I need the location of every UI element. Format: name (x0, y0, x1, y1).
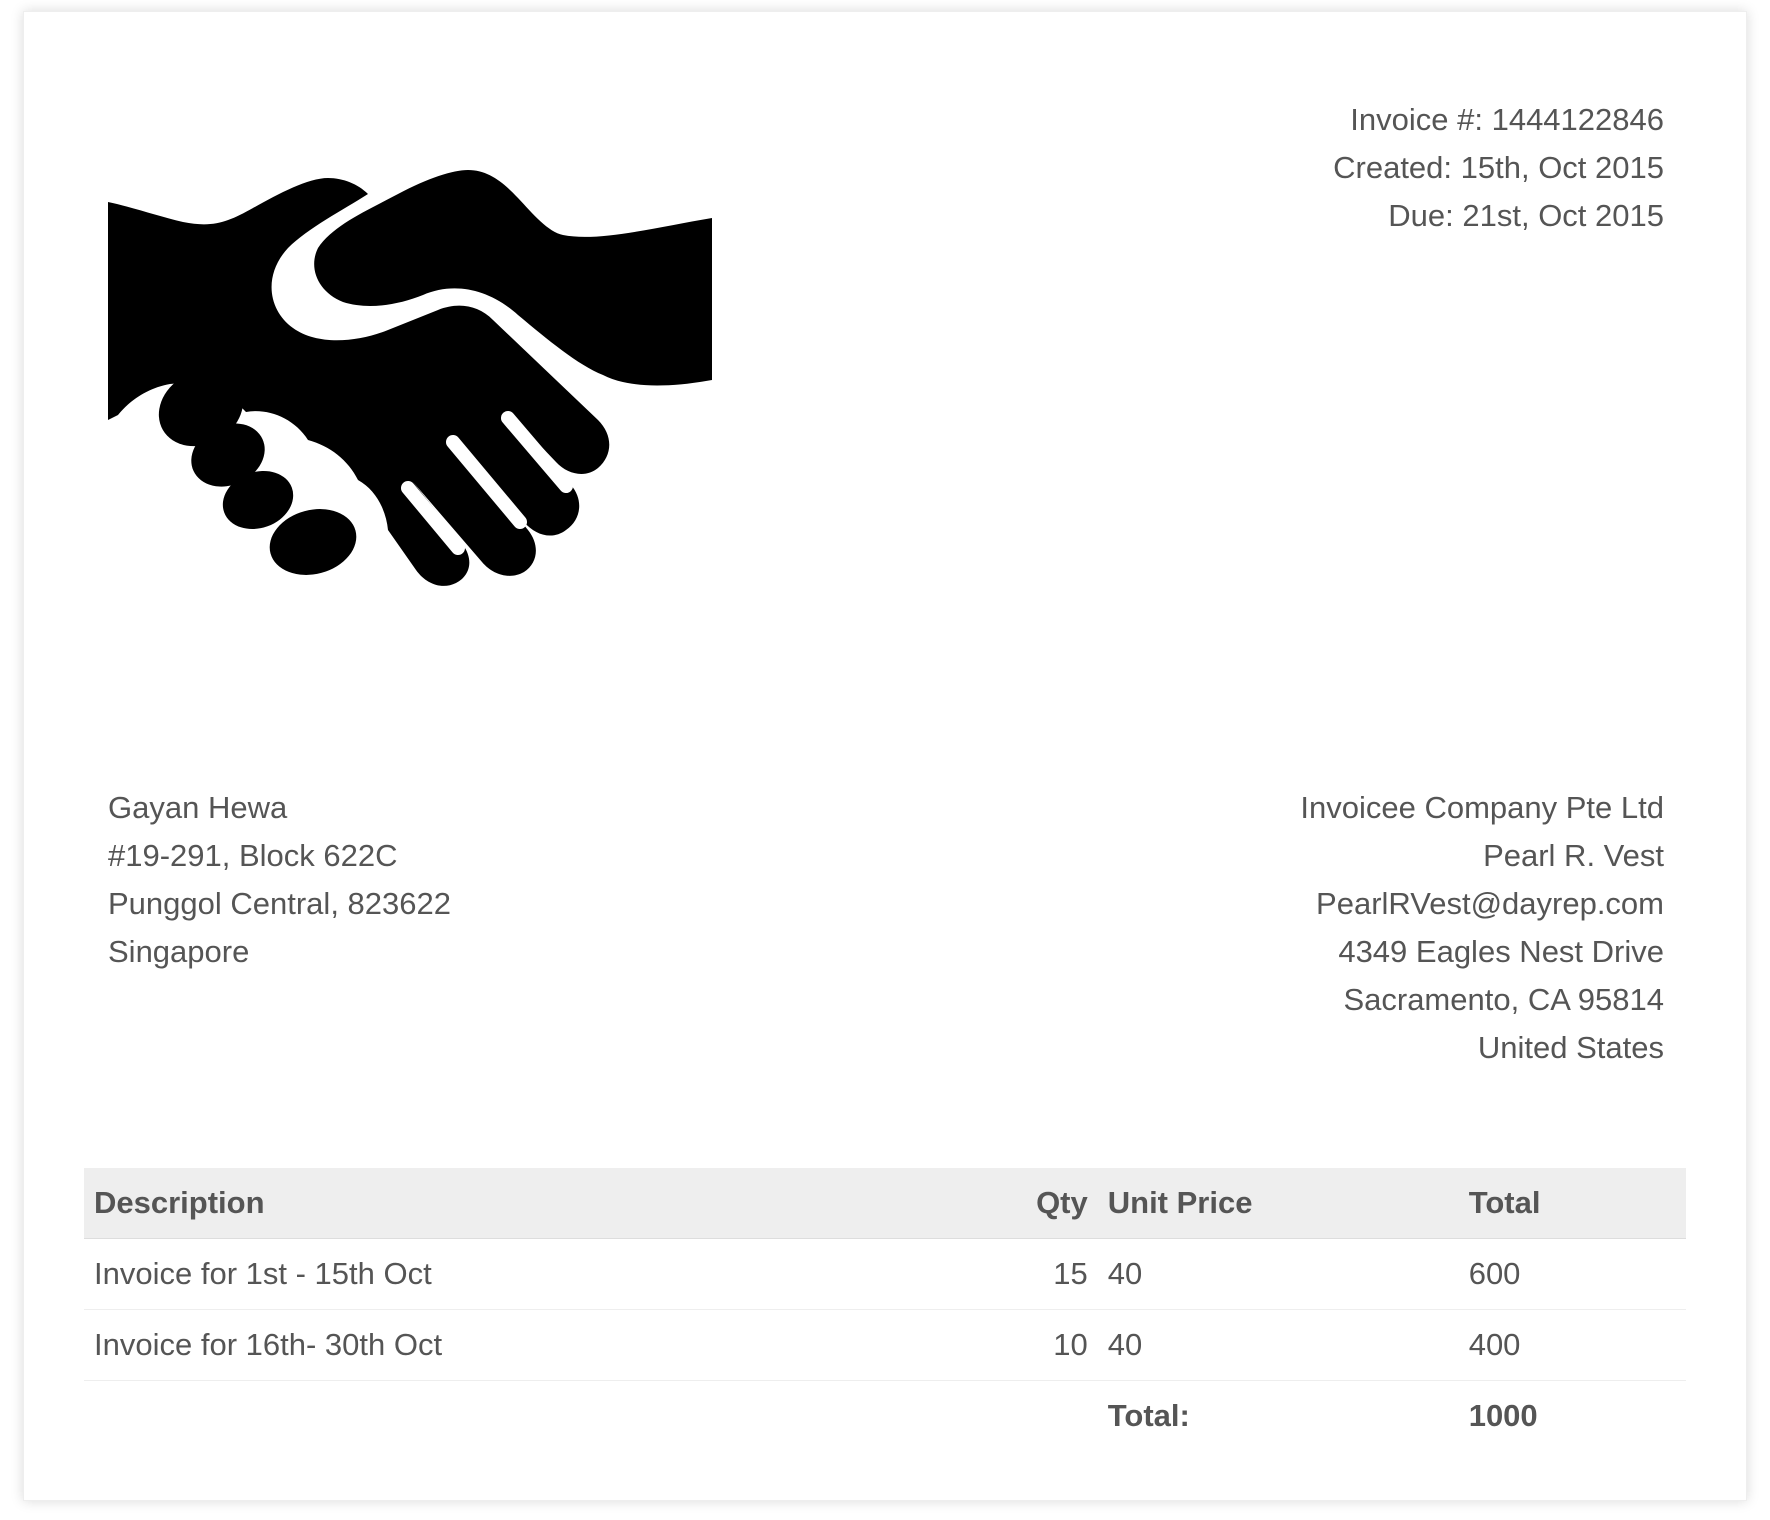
table-row (84, 1239, 1686, 1310)
invoice-number: Invoice #: 1444122846 (1350, 102, 1664, 137)
row-total: 600 (1468, 1256, 1521, 1291)
row-total: 400 (1468, 1327, 1521, 1362)
recipient-address (1300, 784, 1664, 1072)
header-unit-price: Unit Price (1107, 1185, 1253, 1220)
total-label: Total: (1107, 1398, 1190, 1433)
due-date: Due: 21st, Oct 2015 (1388, 198, 1664, 233)
recipient-city: Sacramento, CA 95814 (1343, 982, 1664, 1017)
total-spacer (84, 1381, 1004, 1452)
header-description: Description (94, 1185, 265, 1220)
line-items-table (84, 1168, 1686, 1451)
recipient-street: 4349 Eagles Nest Drive (1338, 934, 1664, 969)
total-row (84, 1381, 1686, 1452)
invoice-meta (1333, 96, 1664, 240)
created-date: Created: 15th, Oct 2015 (1333, 150, 1664, 185)
header-total: Total (1468, 1185, 1541, 1220)
invoice-box (23, 11, 1747, 1501)
recipient-email: PearlRVest@dayrep.com (1316, 886, 1664, 921)
sender-country: Singapore (108, 934, 250, 969)
handshake-icon (108, 170, 712, 630)
row-description: Invoice for 16th- 30th Oct (94, 1327, 443, 1362)
total-value: 1000 (1468, 1398, 1538, 1433)
sender-name: Gayan Hewa (108, 790, 288, 825)
total-spacer (1004, 1381, 1098, 1452)
recipient-contact: Pearl R. Vest (1483, 838, 1664, 873)
table-row (84, 1310, 1686, 1381)
header-qty: Qty (1036, 1185, 1088, 1220)
table-header-row (84, 1168, 1686, 1239)
row-unit-price: 40 (1107, 1327, 1143, 1362)
sender-address-line1: #19-291, Block 622C (108, 838, 398, 873)
row-qty: 15 (1053, 1256, 1088, 1291)
row-qty: 10 (1053, 1327, 1088, 1362)
recipient-company: Invoicee Company Pte Ltd (1300, 790, 1664, 825)
row-description: Invoice for 1st - 15th Oct (94, 1256, 432, 1291)
row-unit-price: 40 (1107, 1256, 1143, 1291)
sender-address-line2: Punggol Central, 823622 (108, 886, 451, 921)
sender-address (108, 784, 451, 976)
recipient-country: United States (1477, 1030, 1664, 1065)
